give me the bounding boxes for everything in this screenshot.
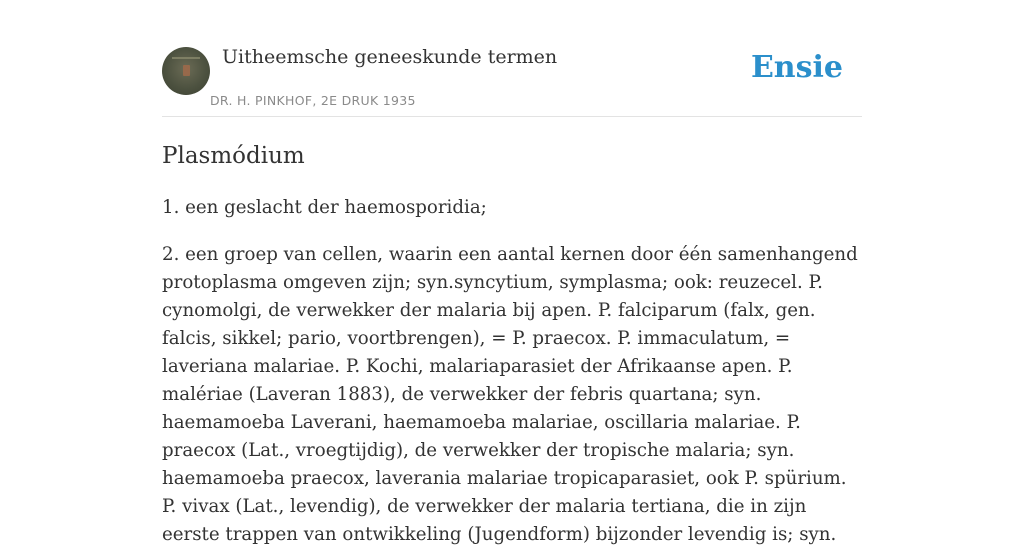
cover-emblem	[183, 65, 190, 76]
entry-title: Plasmódium	[162, 143, 305, 169]
content-column	[162, 0, 862, 549]
definition-2: 2. een groep van cellen, waarin een aantal kernen door één samenhangend protoplasma omgeven zijn; syn.syncytium, symplasma; ook: reuzecel. P. cynomolgi, de verwekker der malaria bij apen. P. falciparum (falx, gen. falcis, sikkel; pario, voortbrengen), = P. praecox. P. immaculatum, = laveriana malariae. P. Kochi, malariaparasiet der Afrikaanse apen. P. malériae (Laveran 1883), de verwekker der febris quartana; syn. haemamoeba Laverani, haemamoeba malariae, oscillaria malariae. P. praecox (Lat., vroegtijdig), de verwekker der tropische malaria; syn. haemamoeba praecox, laverania malariae tropicaparasiet, ook P. spürium. P. vivax (Lat., levendig), de verwekker der malaria tertiana, die in zijn eerste trappen van ontwikkeling (Jugendform) bijzonder levendig is; syn.	[162, 244, 858, 545]
ensie-logo[interactable]: Ensie	[750, 50, 843, 85]
cover-band	[172, 57, 200, 59]
book-cover-icon[interactable]	[162, 47, 210, 95]
book-author: DR. H. PINKHOF, 2E DRUK 1935	[210, 93, 416, 108]
book-title[interactable]: Uitheemsche geneeskunde termen	[222, 46, 558, 68]
header	[162, 0, 862, 117]
definition-1: 1. een geslacht der haemosporidia;	[162, 197, 487, 218]
